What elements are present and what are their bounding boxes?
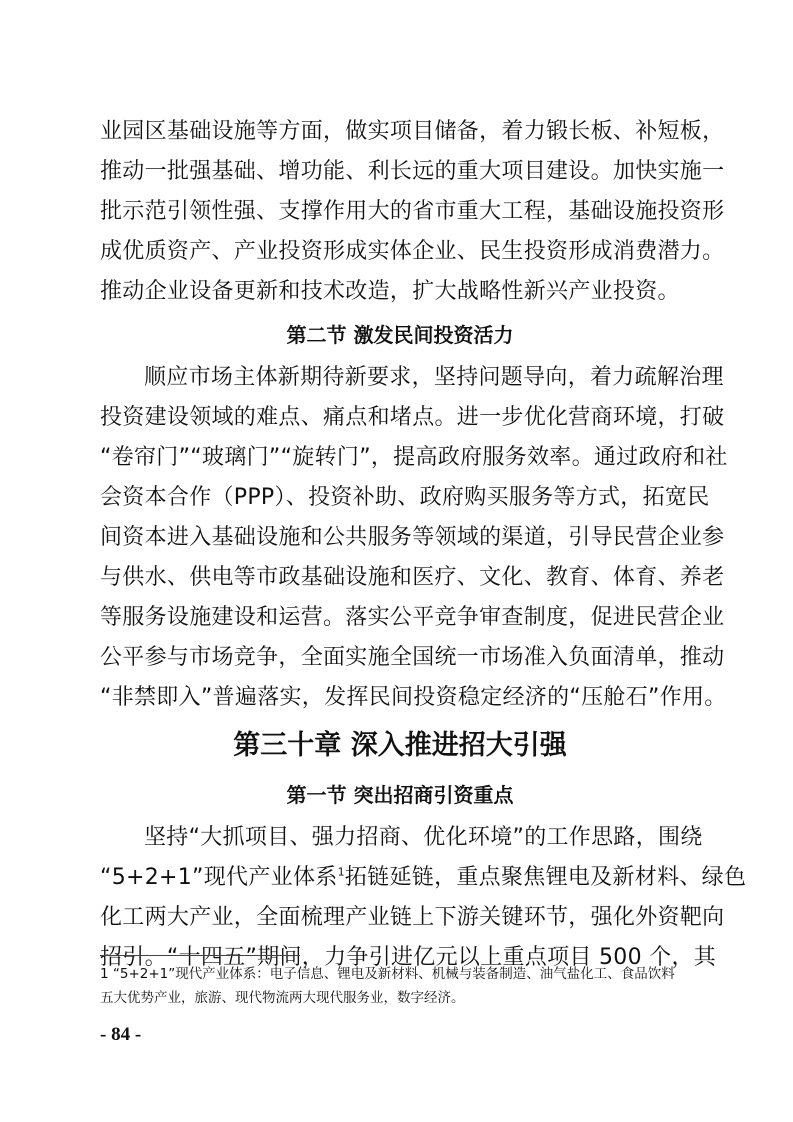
footnote [100, 962, 700, 1010]
body-text [100, 112, 747, 978]
text-line: 等服务设施建设和运营。落实公平竞争审查制度，促进民营企业 [100, 605, 725, 630]
footnote-reference[interactable]: 1 [337, 865, 345, 879]
text-segment: “5+2+1”现代产业体系 [100, 865, 338, 890]
section-heading-2: 第二节 激发民间投资活力 [286, 323, 514, 347]
text-line: 化工两大产业，全面梳理产业链上下游关键环节，强化外资靶向 [100, 905, 725, 930]
text-line: 与供水、供电等市政基础设施和医疗、文化、教育、体育、养老 [100, 565, 725, 590]
section-heading-1: 第一节 突出招商引资重点 [286, 783, 514, 807]
footnote-divider [100, 955, 300, 956]
footnote-line: 五大优势产业，旅游、现代物流两大现代服务业，数字经济。 [100, 990, 465, 1006]
text-line: 坚持“大抓项目、强力招商、优化环境”的工作思路，围绕 [144, 825, 703, 850]
text-line: 投资建设领域的难点、痛点和堵点。进一步优化营商环境，打破 [100, 405, 725, 430]
footnote-line: 1 “5+2+1”现代产业体系：电子信息、锂电及新材料、机械与装备制造、油气盐化工、食品饮料 [100, 966, 675, 982]
text-line: 推动一批强基础、增功能、利长远的重大项目建设。加快实施一 [100, 159, 725, 184]
chapter-heading-30: 第三十章 深入推进招大引强 [233, 730, 567, 761]
text-line: 招引。“十四五”期间，力争引进亿元以上重点项目 500 个，其 [100, 945, 717, 970]
text-line: 推动企业设备更新和技术改造，扩大战略性新兴产业投资。 [100, 279, 680, 304]
text-line: 会资本合作（PPP）、投资补助、政府购买服务等方式，拓宽民 [100, 485, 710, 510]
text-line: 成优质资产、产业投资形成实体企业、民生投资形成消费潜力。 [100, 239, 725, 264]
text-line: “卷帘门”“玻璃门”“旋转门”，提高政府服务效率。通过政府和社 [100, 445, 728, 470]
text-line: 公平参与市场竞争，全面实施全国统一市场准入负面清单，推动 [100, 645, 725, 670]
paragraph-1 [100, 112, 725, 312]
text-line: “非禁即入”普遍落实，发挥民间投资稳定经济的“压舱石”作用。 [100, 685, 727, 710]
text-line: 顺应市场主体新期待新要求，坚持问题导向，着力疏解治理 [144, 365, 724, 390]
text-line: 批示范引领性强、支撑作用大的省市重大工程，基础设施投资形 [100, 199, 725, 224]
paragraph-2 [100, 358, 728, 718]
text-line: 间资本进入基础设施和公共服务等领域的渠道，引导民营企业参 [100, 525, 725, 550]
text-segment: 拓链延链，重点聚焦锂电及新材料、绿色 [344, 865, 747, 890]
text-line: 业园区基础设施等方面，做实项目储备，着力锻长板、补短板， [100, 119, 725, 144]
page-number: - 84 - [100, 1024, 142, 1045]
text-line-with-footnote [100, 858, 747, 898]
paragraph-3 [100, 818, 747, 978]
